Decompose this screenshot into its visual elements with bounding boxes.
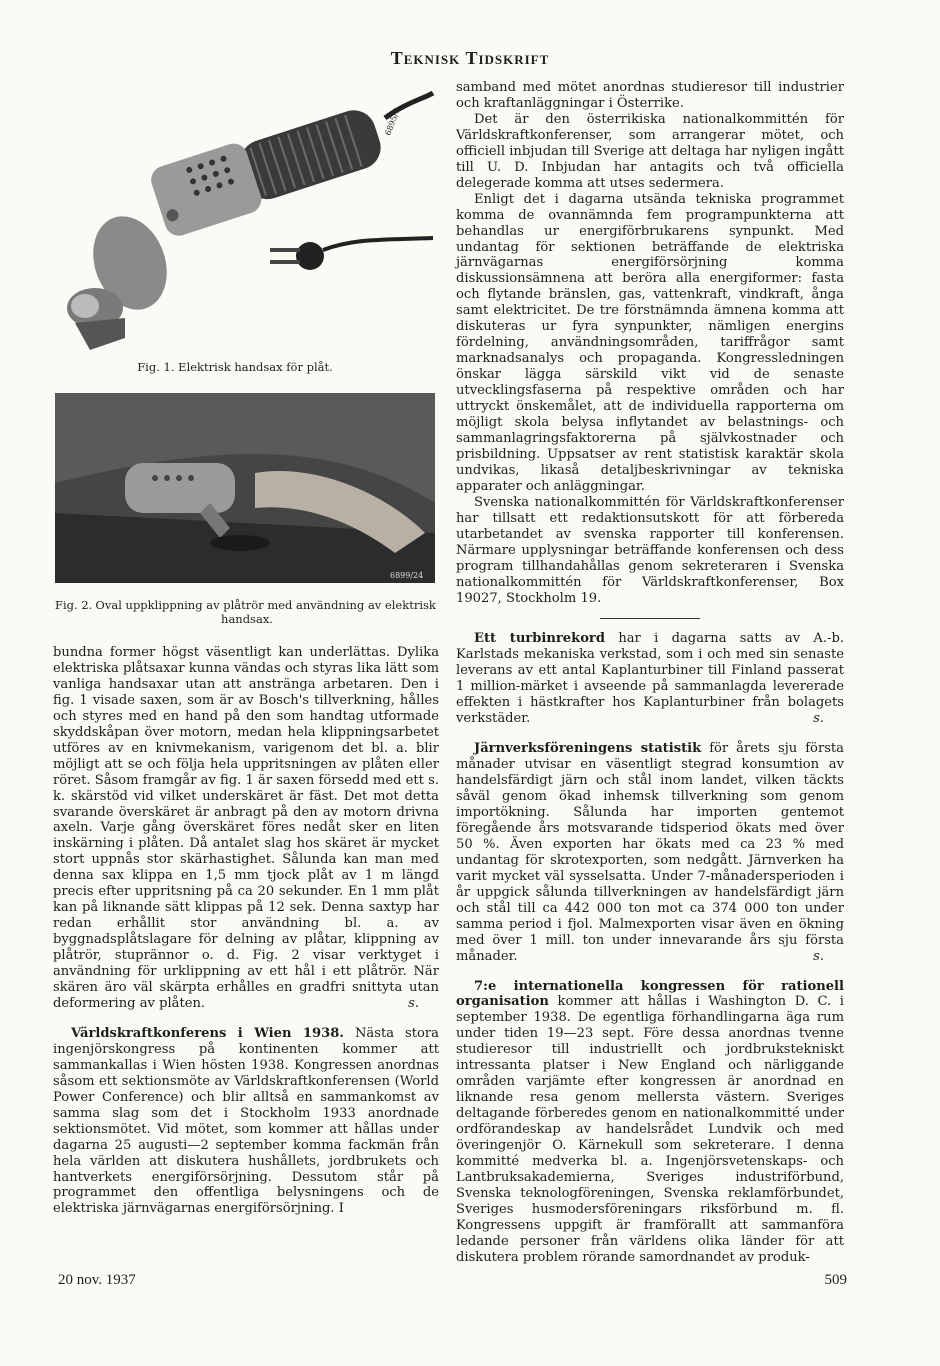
paragraph: Enligt det i dagarna utsända tekniska programmet komma de ovannämnda fem programpunkterna att behandlas ur energiförbrukarens synpunkt. Med undantag för sektionen beträffande de elektriska järnvägarnas energiförsörjning komma diskussionsämnena att beröra alla energiformer: fasta och flytande bränslen, gas, vattenkraft, vindkraft, ånga samt elektricitet. De tre förstnämnda ämnena komma att diskuteras ur fyra synpunkter, nämligen energins fördelning, användningsområden, tariffrågor samt marknadsanalys och propaganda. Kongressledningen önskar lägga särskild vikt vid de senaste utvecklingsfaserna på respektive områden och har uttryckt önskemålet, att de individuella rapporterna om möjligt skola belysa inflytandet av belastnings- och sammanlagringsfaktorerna på självkostnader och prisbildning. Uppsatser av rent statistisk karaktär skola undvikas, likaså detaljbeskrivningar av tekniska apparater och anläggningar.	[456, 191, 844, 494]
section-title: Järnverksföreningens statistik	[474, 741, 702, 757]
figure-2-caption	[55, 598, 439, 626]
figure-1-marking: 6895/7	[383, 107, 402, 137]
shears-drawing	[55, 88, 435, 350]
figure-2-marking: 6899/24	[390, 571, 424, 580]
figure-2-photo	[55, 393, 435, 583]
figure-1-caption	[55, 360, 415, 374]
figure-2-caption-text: Oval uppklippning av plåtrör med användning av elektrisk handsax.	[95, 598, 436, 626]
signature: s.	[408, 995, 419, 1011]
journal-title: Teknisk Tidskrift	[390, 48, 550, 68]
section-title: 7:e internationella kongressen för rationell organisation	[456, 978, 844, 1010]
photo-drawing	[55, 393, 435, 583]
section-rational-organisation: 7:e internationella kongressen för rationell organisation kommer att hållas i Washington D. C. i september 1938. De egentliga förhandlingarna äga rum under tiden 19—23 sept. Före dessa anordnas tvenne studieresor till industriellt och jordbrukstekniskt intressanta platser i New England och närliggande områden varjämte efter kongressen är anordnad en liknande resa genom mellersta västern. Sveriges deltagande förberedes genom en nationalkommitté under ordförandeskap av handelsrådet Lundvik och med överingenjör O. Kärnekull som sekreterare. I denna kommitté medverka bl. a. Ingenjörsvetenskaps- och Lantbruksakademierna, Sveriges industriförbund, Svenska teknologföreningen, Svenska reklamförbundet, Sveriges husmodersföreningars riksförbund m. fl. Kongressens uppgift är framförallt att sammanföra ledande personer från världens olika länder för att diskutera problem rörande samordnandet av produk-	[456, 978, 844, 1265]
section-turbine-record: Ett turbinrekord har i dagarna satts av A.-b. Karlstads mekaniska verkstad, som i och med sin senaste leverans av ett antal Kaplanturbiner till Finland passerat 1 million-märket i avseende på sammanlagda levererade effekten i hästkrafter hos Kaplanturbiner från bolagets verkstäder. s.	[456, 631, 844, 727]
issue-date: 20 nov. 1937	[58, 1272, 136, 1288]
signature: s.	[813, 711, 824, 727]
section-title: Världskraftkonferens i Wien 1938.	[71, 1025, 344, 1041]
figure-1-shears-illustration	[55, 88, 435, 350]
right-column	[456, 80, 844, 1266]
section-title: Ett turbinrekord	[474, 631, 605, 647]
paragraph: samband med mötet anordnas studieresor till industrier och kraftanläggningar i Österrike.	[456, 80, 844, 111]
paragraph: Det är den österrikiska nationalkommittén för Världskraftkonferenser, som arrangerar mötet, och officiell inbjudan till Sverige att deltaga har nyligen ingått till U. D. Inbjudan har antagits och två officiella delegerade komma att utses sedermera.	[456, 111, 844, 191]
section-world-power-conference: Världskraftkonferens i Wien 1938. Nästa stora ingenjörskongress på kontinenten kommer att sammankallas i Wien hösten 1938. Kongressen anordnas såsom ett sektionsmöte av Världskraftkonferensen (World Power Conference) och blir alltså en sammankomst av samma slag som det i Stockholm 1933 anordnade sektionsmötet. Vid mötet, som kommer att hållas under dagarna 25 augusti—2 september komma fackmän från hela världen att diskutera hushållets, jordbrukets och hantverkets energiförsörjning. Dessutom står på programmet den offentliga belysningens och de elektriska järnvägarnas energiförsörjning. I	[53, 1025, 439, 1217]
signature: s.	[813, 948, 824, 964]
left-column	[53, 645, 439, 1217]
figure-1-caption-text: Elektrisk handsax för plåt.	[178, 360, 333, 374]
page-number: 509	[824, 1272, 847, 1288]
article-continuation: bundna former högst väsentligt kan underlättas. Dylika elektriska plåtsaxar kunna vändas och styras lika lätt som vanliga handsaxar utan att anstränga arbetaren. Den i fig. 1 visade saxen, som är av Bosch's tillverkning, hålles och styres med en hand på den som handtag utformade skyddskåpan över motorn, medan hela klippningsarbetet utföres av en knivmekanism, varigenom det bl. a. blir möjligt att se och följa hela uppritsningen av plåten eller röret. Såsom framgår av fig. 1 är saxen försedd med ett s. k. skärstöd vid vilket underskäret är fäst. Det mot detta svarande överskäret är anbragt på den av motorn drivna axeln. Varje gång överskäret föres nedåt sker en liten inskärning i plåten. Då antalet slag hos skäret är mycket stort uppnås stor skärhastighet. Sålunda kan man med denna sax klippa en 1,5 mm tjock plåt av 1 m längd precis efter uppritsning på ca 20 sekunder. En 1 mm plåt kan på liknande sätt klippas på 12 sek. Denna saxtyp har redan erhållit stor användning bl. a. av byggnadsplåtslagare för delning av plåtar, klippning av plåtrör, stuprännor o. d. Fig. 2 visar verktyget i användning för urklippning av ett hål i ett plåtrör. När skären äro väl skärpta erhålles en gradfri snittyta utan deformering av plåten. s.	[53, 645, 439, 1011]
figure-2-caption-label: Fig. 2.	[55, 598, 93, 612]
section-ironworks-statistics: Järnverksföreningens statistik för årets sju första månader utvisar en väsentligt stegrad konsumtion av handelsfärdigt järn och stål inom landet, vilken täckts såväl genom ökad inhemsk tillverkning som genom importökning. Sålunda har importen gentemot föregående års motsvarande tidsperiod ökats med över 50 %. Även exporten har ökats med ca 23 % med undantag för skrotexporten, som nedgått. Järnverken ha varit mycket väl sysselsatta. Under 7-månadersperioden i år uppgick sålunda tillverkningen av handelsfärdigt järn och stål till ca 442 000 ton mot ca 374 000 ton under samma period i fjol. Malmexporten visar även en ökning med över 1 mill. ton under innevarande års sju första månader. s.	[456, 741, 844, 964]
divider	[600, 618, 700, 619]
paragraph: Svenska nationalkommittén för Världskraftkonferenser har tillsatt ett redaktionsutskott för att förbereda utarbetandet av svenska rapporter till konferensen. Närmare upplysningar beträffande konferensen och dess program tillhandahållas genom sekreteraren i Svenska nationalkommittén för Världskraftkonferenser, Box 19027, Stockholm 19.	[456, 494, 844, 606]
figure-1-caption-label: Fig. 1.	[137, 360, 175, 374]
